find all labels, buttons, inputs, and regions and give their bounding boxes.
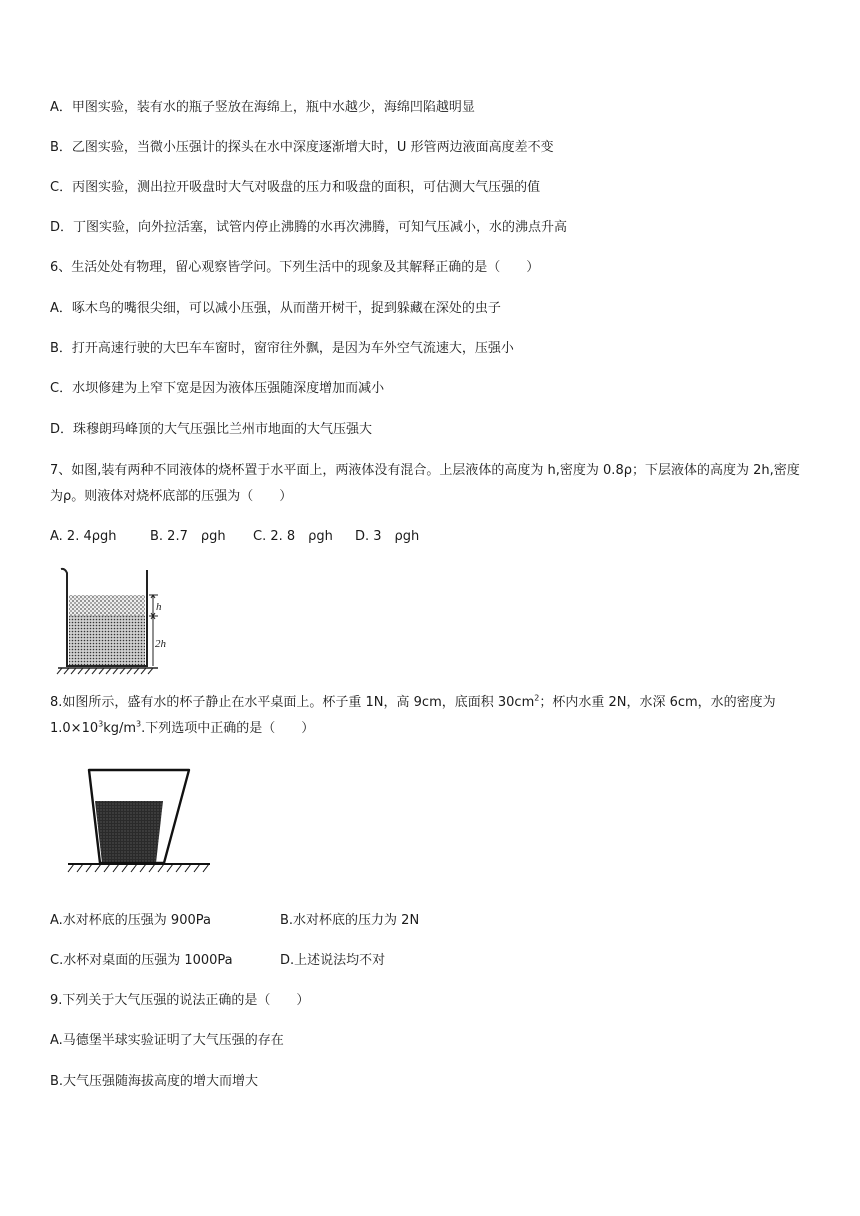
q5-option-b: B．乙图实验，当微小压强计的探头在水中深度逐渐增大时，U 形管两边液面高度差不变	[50, 140, 554, 155]
q7-option-c: C. 2. 8 ρgh	[253, 529, 333, 544]
q7-stem: 7、如图,装有两种不同液体的烧杯置于水平面上，两液体没有混合。上层液体的高度为 h,密度为 0.8ρ；下层液体的高度为 2h,密度为ρ。则液体对烧杯底部的压强为（ ）	[50, 463, 800, 504]
q5-option-d: D．丁图实验，向外拉活塞，试管内停止沸腾的水再次沸腾，可知气压减小，水的沸点升高	[50, 220, 568, 235]
q5-option-c: C．丙图实验，测出拉开吸盘时大气对吸盘的压力和吸盘的面积，可估测大气压强的值	[50, 180, 541, 195]
q8-option-d: D.上述说法均不对	[280, 953, 386, 968]
height-label-h: h	[156, 601, 162, 613]
q9-option-a: A.马德堡半球实验证明了大气压强的存在	[50, 1033, 284, 1048]
q8-options-row2	[50, 951, 385, 971]
q8-stem: 8.如图所示，盛有水的杯子静止在水平桌面上。杯子重 1N，高 9cm，底面积 $30cm^2$；杯内水重 2N，水深 6cm，水的密度为 $1.0\times 10^3kg/m^3$.下列选项中正确的是（ ）	[50, 693, 776, 736]
q7-options	[50, 527, 419, 547]
q8-option-a: A.水对杯底的压强为 900Pa	[50, 913, 211, 928]
q7-option-b: B. 2.7 ρgh	[150, 529, 226, 544]
lower-liquid	[69, 616, 145, 665]
q8-option-b: B.水对杯底的压力为 2N	[280, 913, 420, 928]
q6-option-d: D．珠穆朗玛峰顶的大气压强比兰州市地面的大气压强大	[50, 422, 373, 437]
q9-stem: 9.下列关于大气压强的说法正确的是（ ）	[50, 993, 310, 1008]
q6-option-c: C．水坝修建为上窄下宽是因为液体压强随深度增加而减小	[50, 381, 385, 396]
q8-options-row1	[50, 911, 419, 931]
q5-option-a: A．甲图实验，装有水的瓶子竖放在海绵上，瓶中水越少，海绵凹陷越明显	[50, 100, 475, 115]
water	[95, 801, 163, 863]
q6-stem: 6、生活处处有物理，留心观察皆学问。下列生活中的现象及其解释正确的是（ ）	[50, 260, 540, 275]
q7-option-d: D. 3 ρgh	[355, 529, 420, 544]
height-label-2h: 2h	[155, 638, 166, 650]
q7-option-a: A. 2. 4ρgh	[50, 529, 117, 544]
cup-figure	[64, 764, 212, 880]
upper-liquid	[69, 595, 145, 616]
q9-option-b: B.大气压强随海拔高度的增大而增大	[50, 1074, 259, 1089]
q6-option-a: A．啄木鸟的嘴很尖细，可以减小压强，从而凿开树干，捉到躲藏在深处的虫子	[50, 301, 501, 316]
q8-option-c: C.水杯对桌面的压强为 1000Pa	[50, 953, 233, 968]
q6-option-b: B．打开高速行驶的大巴车车窗时，窗帘往外飘，是因为车外空气流速大，压强小	[50, 341, 514, 356]
beaker-figure	[56, 564, 176, 676]
